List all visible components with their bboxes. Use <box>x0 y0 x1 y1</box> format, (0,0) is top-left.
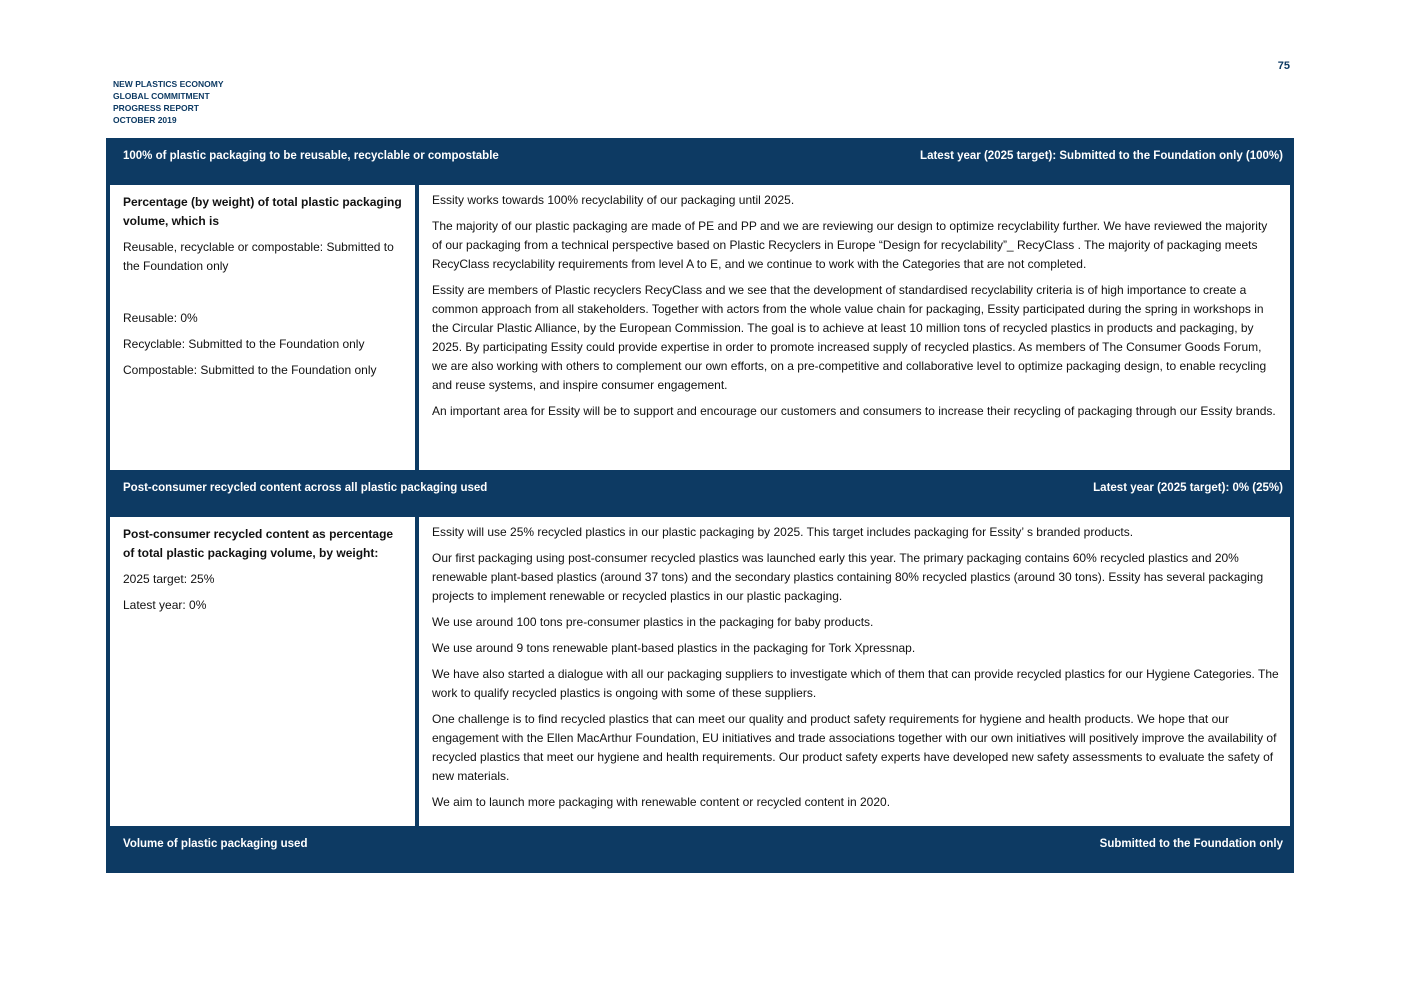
narrative-paragraph: Essity are members of Plastic recyclers RecyClass and we see that the development of standardised recyclability criteria is of high importance to create a common approach from all stakeholders. Together with actors from the whole value chain for packaging, Essity participated during the spring in workshops in the Circular Plastic Alliance, by the European Commission. The goal is to achieve at least 10 million tons of recycled plastics in products and packaging, by 2025. By participating Essity could provide expertise in order to promote increased supply of recycled plastics. As members of The Consumer Goods Forum, we are also working with others to complement our own efforts, on a pre-competitive and collaborative level to optimize packaging design, to enable recycling and reuse systems, and inspire consumer engagement. <box>432 283 1267 392</box>
metric-subtitle: Reusable, recyclable or compostable: Submitted to the Foundation only <box>123 240 394 273</box>
section-header-band <box>106 138 1294 185</box>
section-post-consumer-recycled-content <box>106 470 1294 830</box>
section-status: Latest year (2025 target): Submitted to the Foundation only (100%) <box>920 150 1283 162</box>
report-header-line: PROGRESS REPORT <box>113 103 199 113</box>
narrative-paragraph: The majority of our plastic packaging are made of PE and PP and we are reviewing our design to optimize recyclability further. We have reviewed the majority of our packaging from a technical perspective based on Plastic Recyclers in Europe “Design for recyclability”_ RecyClass . The majority of packaging meets RecyClass recyclability requirements from level A to E, and we continue to work with the Categories that are not completed. <box>432 219 1268 271</box>
narrative-paragraph: One challenge is to find recycled plastics that can meet our quality and product safety requirements for hygiene and health products. We hope that our engagement with the Ellen MacArthur Foundation, EU initiatives and trade associations together with our own initiatives will positively improve the availability of recycled plastics that meet our hygiene and health requirements. Our product safety experts have developed new safety assessments to evaluate the safety of new materials. <box>432 712 1277 783</box>
report-header-line: NEW PLASTICS ECONOMY <box>113 79 224 89</box>
section-content-row <box>110 185 1290 470</box>
metric-title: Percentage (by weight) of total plastic packaging volume, which is <box>123 195 402 228</box>
metric-recyclable: Recyclable: Submitted to the Foundation only <box>123 337 365 351</box>
report-header-line: GLOBAL COMMITMENT <box>113 91 210 101</box>
section-title: 100% of plastic packaging to be reusable, recyclable or compostable <box>123 150 499 162</box>
metric-summary-cell <box>110 185 415 470</box>
metric-target: 2025 target: 25% <box>123 572 215 586</box>
section-reusable-recyclable-compostable <box>106 138 1294 474</box>
section-content-row <box>110 517 1290 826</box>
narrative-paragraph: We use around 9 tons renewable plant-based plastics in the packaging for Tork Xpressnap. <box>432 641 916 655</box>
narrative-paragraph: We aim to launch more packaging with renewable content or recycled content in 2020. <box>432 795 891 809</box>
metric-summary-cell <box>110 517 415 826</box>
narrative-paragraph: We use around 100 tons pre-consumer plastics in the packaging for baby products. <box>432 615 874 629</box>
section-header-band <box>106 826 1294 873</box>
section-plastic-packaging-volume <box>106 826 1294 873</box>
metric-latest: Latest year: 0% <box>123 598 207 612</box>
metric-title: Post-consumer recycled content as percentage of total plastic packaging volume, by weight: <box>123 527 394 560</box>
section-status: Submitted to the Foundation only <box>1099 838 1283 850</box>
section-title: Volume of plastic packaging used <box>123 838 308 850</box>
section-status: Latest year (2025 target): 0% (25%) <box>1093 482 1283 494</box>
report-header-line: OCTOBER 2019 <box>113 115 177 125</box>
narrative-paragraph: An important area for Essity will be to support and encourage our customers and consumers to increase their recycling of packaging through our Essity brands. <box>432 404 1276 418</box>
metric-reusable: Reusable: 0% <box>123 311 198 325</box>
narrative-paragraph: Essity works towards 100% recyclability of our packaging until 2025. <box>432 193 795 207</box>
narrative-cell <box>419 517 1290 826</box>
metric-compostable: Compostable: Submitted to the Foundation only <box>123 363 377 377</box>
narrative-cell <box>419 185 1290 470</box>
section-header-band <box>106 470 1294 517</box>
narrative-paragraph: We have also started a dialogue with all our packaging suppliers to investigate which of them that can provide recycled plastics for our Hygiene Categories. The work to qualify recycled plastics is ongoing with some of these suppliers. <box>432 667 1279 700</box>
narrative-paragraph: Essity will use 25% recycled plastics in our plastic packaging by 2025. This target includes packaging for Essity’ s branded products. <box>432 525 1134 539</box>
section-title: Post-consumer recycled content across all plastic packaging used <box>123 482 488 494</box>
report-header <box>113 78 224 126</box>
narrative-paragraph: Our first packaging using post-consumer recycled plastics was launched early this year. The primary packaging contains 60% recycled plastics and 20% renewable plant-based plastics (around 37 tons) and the secondary plastics containing 80% recycled plastics (around 30 tons). Essity has several packaging projects to implement renewable or recycled plastics in our plastic packaging. <box>432 551 1264 603</box>
spacer <box>123 283 405 309</box>
page-number: 75 <box>1277 60 1290 72</box>
